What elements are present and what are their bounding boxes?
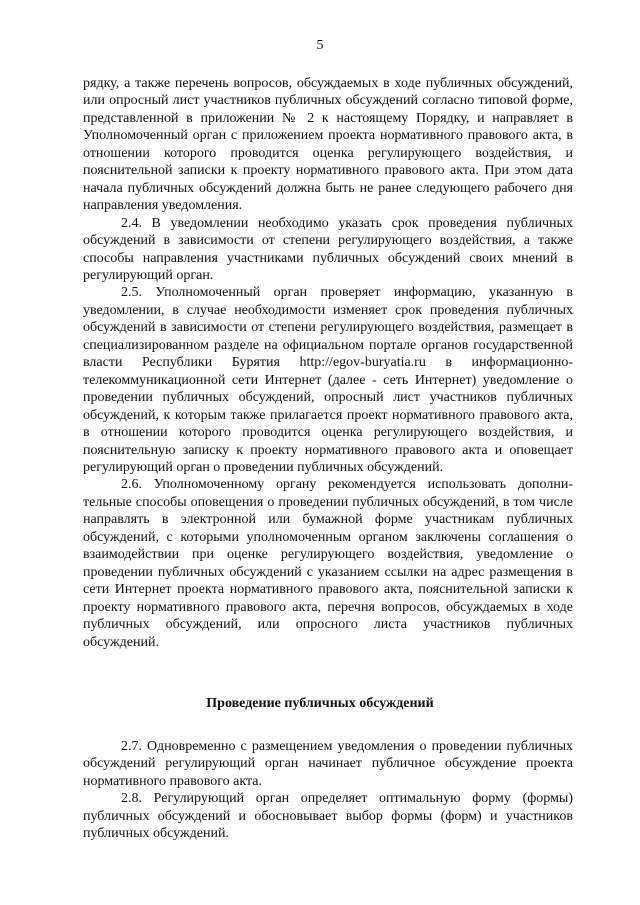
paragraph-2-7: 2.7. Одновременно с размещением уведомления о проведении публичных обсуждений регулирующий орган начинает публичное обсуждение проекта нормативного правового акта. — [83, 739, 573, 789]
page-number: 5 — [316, 38, 324, 53]
body-text-top — [83, 75, 573, 651]
section-heading: Проведение публичных обсуждений — [206, 696, 434, 711]
paragraph-2-8: 2.8. Регулирующий орган определяет оптимальную форму (формы) публичных обсуждений и обосновывает выбор формы (форм) и участников публичных обсуждений. — [83, 791, 573, 842]
paragraph-2-5: 2.5. Уполномоченный орган проверяет информацию, указанную в уведомлении, в случае необходимости изменяет срок проведения публичных обсуждений в зависимости от степени регулирующего воздействия, размещает в специализированном разделе на официальном портале органов государственной власти Республики Бурятия http://egov-buryatia.ru в информационно-телекоммуникационной сети Интернет (далее - сеть Интернет) уведомление о проведении публичных обсуждений, опросный лист участников публичных обсуждений, к которым также прилагается проект нормативного правового акта, в отношении которого проводится оценка регулирующего воздействия, и пояснительную записку к проекту нормативного правового акта и оповещает регулирующий орган о проведении публичных обсуждений. — [83, 285, 573, 475]
paragraph-2-4: 2.4. В уведомлении необходимо указать срок проведения публичных обсуждений в зависимости от степени регулирующего воздействия, а также способы направления участниками публичных обсуждений своих мнений в регулирующий орган. — [83, 215, 573, 283]
paragraph-continuation: рядку, а также перечень вопросов, обсуждаемых в ходе публичных обсуждений, или опросный лист участников публичных обсуждений согласно типовой форме, представленной в приложении № 2 к настоящему Порядку, и направляет в Уполномоченный орган с приложением проекта нормативного правового акта, в отношении которого проводится оценка регулирующего воздействия, и пояснительной записки к проекту нормативного правового акта. При этом дата начала публичных обсуждений должна быть не ранее следующего рабочего дня направления уведомления. — [83, 76, 573, 214]
paragraph-2-6: 2.6. Уполномоченному органу рекомендуется использовать дополнительные способы оповещения о проведении публичных обсуждений, в том числе направлять в электронной или бумажной форме участникам публичных обсуждений, с которыми уполномоченным органом заключены соглашения о взаимодействии при оценке регулирующего воздействия, уведомление о проведении публичных обсуждений с указанием ссылки на адрес размещения в сети Интернет проекта нормативного правового акта, пояснительной записки к проекту нормативного правового акта, перечня вопросов, обсуждаемых в ходе публичных обсуждений, или опросного листа участников публичных обсуждений. — [83, 477, 573, 650]
body-text-bottom — [83, 738, 573, 843]
